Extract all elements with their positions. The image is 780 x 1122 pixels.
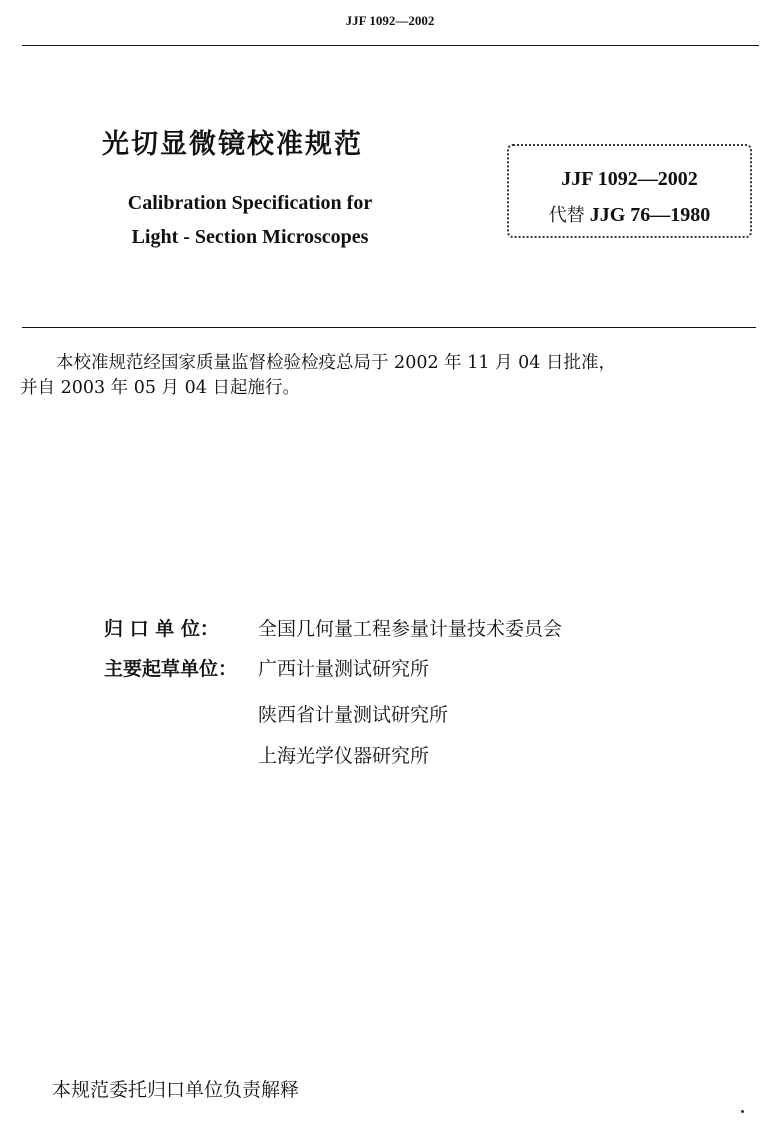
drafting-unit-3: 上海光学仪器研究所 bbox=[258, 745, 430, 767]
approval-line-1: 本校准规范经国家质量监督检验检疫总局于 2002 年 11 月 04 日批准， bbox=[56, 353, 616, 373]
stamp-replaces bbox=[509, 201, 750, 227]
stamp-replaces-prefix: 代替 bbox=[548, 205, 585, 226]
interpretation-note: 本规范委托归口单位负责解释 bbox=[52, 1079, 300, 1101]
title-english-line1: Calibration Specification for bbox=[127, 192, 373, 214]
header-standard-code: JJF 1092—2002 bbox=[345, 13, 435, 28]
approval-line-2: 并自 2003 年 05 月 04 日起施行。 bbox=[20, 378, 300, 398]
title-chinese: 光切显微镜校准规范 bbox=[102, 129, 363, 160]
responsible-unit-value: 全国几何量工程参量计量技术委员会 bbox=[258, 618, 563, 640]
drafting-unit-label: 主要起草单位： bbox=[104, 658, 238, 680]
standard-code-stamp bbox=[507, 144, 752, 238]
scan-speck bbox=[741, 1110, 744, 1113]
stamp-code: JJF 1092—2002 bbox=[561, 168, 698, 190]
drafting-unit-2: 陕西省计量测试研究所 bbox=[258, 704, 449, 726]
title-divider bbox=[22, 327, 756, 328]
responsible-unit-label: 归 口 单 位： bbox=[104, 618, 219, 640]
drafting-unit-1: 广西计量测试研究所 bbox=[258, 658, 430, 680]
title-english-line2: Light - Section Microscopes bbox=[131, 226, 369, 248]
stamp-replaces-code: JJG 76—1980 bbox=[589, 204, 711, 226]
header-divider bbox=[22, 45, 759, 46]
